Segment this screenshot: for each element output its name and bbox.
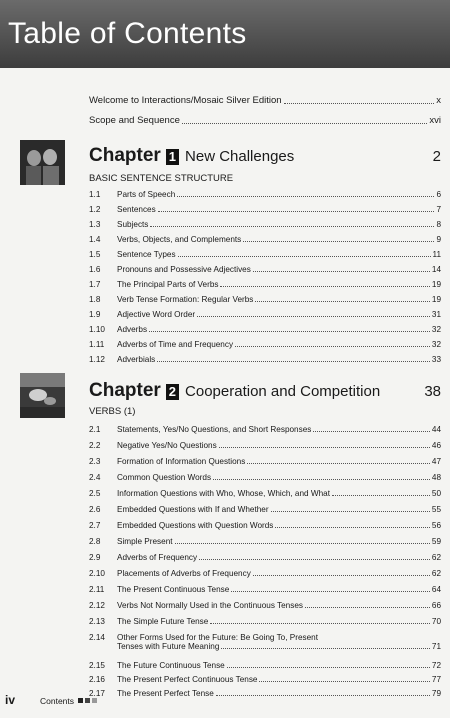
- entry-page: 59: [431, 537, 441, 546]
- leader-dots: [175, 543, 430, 544]
- entry-page: 6: [436, 190, 441, 199]
- entry-title: Adverbs of Frequency: [117, 553, 198, 562]
- entry-title: Verbs Not Normally Used in the Continuous Tenses: [117, 601, 303, 610]
- entry-number: 2.7: [89, 521, 101, 530]
- toc-entry: [89, 280, 441, 289]
- entry-page: 8: [436, 220, 441, 229]
- entry-page: 19: [431, 280, 441, 289]
- entry-title: Negative Yes/No Questions: [117, 441, 217, 450]
- entry-number: 2.5: [89, 489, 101, 498]
- footer-page-number: iv: [5, 693, 16, 707]
- entry-page: 47: [431, 457, 441, 466]
- entry-number: 2.16: [89, 675, 105, 684]
- chapter-1-heading: [89, 145, 441, 167]
- entry-title: Adverbs: [117, 325, 148, 334]
- toc-entry: [89, 553, 441, 562]
- toc-entry: [89, 295, 441, 304]
- leader-dots: [332, 495, 430, 496]
- entry-number: 2.6: [89, 505, 101, 514]
- toc-entry: [89, 441, 441, 450]
- leader-dots: [253, 271, 430, 272]
- leader-dots: [275, 527, 429, 528]
- entry-title: Embedded Questions with If and Whether: [117, 505, 269, 514]
- entry-number: 1.12: [89, 355, 105, 364]
- entry-title: Information Questions with Who, Whose, Which, and What: [117, 489, 330, 498]
- chapter-number-badge: 1: [166, 149, 179, 165]
- entry-title: Embedded Questions with Question Words: [117, 521, 274, 530]
- leader-dots: [220, 286, 429, 287]
- toc-entry: [89, 355, 441, 364]
- footer-square-icon: [92, 698, 97, 703]
- entry-number: 1.8: [89, 295, 101, 304]
- page-header-banner: [0, 0, 450, 68]
- entry-page: 62: [431, 553, 441, 562]
- entry-number: 2.14: [89, 633, 105, 642]
- entry-page: 71: [431, 642, 441, 651]
- entry-page: 79: [431, 689, 441, 698]
- leader-dots: [313, 431, 430, 432]
- toc-entry: [89, 250, 441, 259]
- toc-entry-title: Welcome to Interactions/Mosaic Silver Edition: [89, 95, 282, 106]
- leader-dots: [157, 361, 430, 362]
- leader-dots: [235, 346, 430, 347]
- leader-dots: [253, 575, 430, 576]
- entry-page: 7: [436, 205, 441, 214]
- toc-entry: [89, 425, 441, 434]
- entry-number: 1.1: [89, 190, 101, 199]
- entry-number: 2.17: [89, 689, 105, 698]
- toc-entry: [89, 585, 441, 594]
- leader-dots: [177, 196, 434, 197]
- entry-title: Parts of Speech: [117, 190, 176, 199]
- entry-title-line-2: Tenses with Future Meaning: [117, 642, 220, 651]
- entry-page: 44: [431, 425, 441, 434]
- toc-entry: [89, 537, 441, 546]
- entry-number: 2.11: [89, 585, 105, 594]
- footer-label: Contents: [40, 696, 75, 706]
- entry-page: 32: [431, 325, 441, 334]
- entry-page: 72: [431, 661, 441, 670]
- entry-title: Statements, Yes/No Questions, and Short Responses: [117, 425, 312, 434]
- leader-dots: [178, 256, 431, 257]
- entry-title: The Simple Future Tense: [117, 617, 209, 626]
- section-heading: VERBS (1): [89, 406, 136, 417]
- entry-number: 2.3: [89, 457, 101, 466]
- chapter-page: 38: [424, 383, 441, 400]
- leader-dots: [259, 681, 429, 682]
- entry-page: 33: [431, 355, 441, 364]
- entry-page: 55: [431, 505, 441, 514]
- entry-title: Pronouns and Possessive Adjectives: [117, 265, 251, 274]
- toc-entry-welcome: [89, 95, 441, 106]
- chapter-2-heading: [89, 380, 441, 402]
- chapter-title: Cooperation and Competition: [185, 383, 381, 400]
- entry-page: 62: [431, 569, 441, 578]
- footer-square-icon: [78, 698, 83, 703]
- entry-title: Verb Tense Formation: Regular Verbs: [117, 295, 254, 304]
- entry-page: 19: [431, 295, 441, 304]
- leader-dots: [197, 316, 430, 317]
- toc-entry: [89, 661, 441, 670]
- toc-entry: [89, 675, 441, 684]
- leader-dots: [247, 463, 430, 464]
- toc-entry: [89, 310, 441, 319]
- leader-dots: [210, 623, 430, 624]
- chapter-number-badge: 2: [166, 384, 179, 400]
- toc-entry-scope: [89, 115, 441, 126]
- toc-entry: [89, 505, 441, 514]
- chapter-1-photo: [20, 140, 65, 185]
- entry-number: 2.9: [89, 553, 101, 562]
- leader-dots: [284, 103, 435, 104]
- toc-entry: [89, 489, 441, 498]
- entry-title: The Present Perfect Tense: [117, 689, 214, 698]
- entry-number: 2.4: [89, 473, 101, 482]
- entry-page: 70: [431, 617, 441, 626]
- footer-square-icon: [85, 698, 90, 703]
- chapter-word: Chapter: [89, 380, 161, 401]
- entry-page: 56: [431, 521, 441, 530]
- toc-entry: [89, 601, 441, 610]
- leader-dots: [199, 559, 430, 560]
- entry-number: 2.13: [89, 617, 105, 626]
- toc-entry: [89, 220, 441, 229]
- toc-entry: [89, 235, 441, 244]
- leader-dots: [216, 695, 430, 696]
- section-heading: BASIC SENTENCE STRUCTURE: [89, 173, 234, 184]
- entry-title: The Future Continuous Tense: [117, 661, 225, 670]
- toc-entry: [89, 473, 441, 482]
- leader-dots: [227, 667, 430, 668]
- entry-title: Placements of Adverbs of Frequency: [117, 569, 251, 578]
- entry-number: 1.11: [89, 340, 105, 349]
- toc-entry: [89, 569, 441, 578]
- toc-entry: [89, 205, 441, 214]
- entry-number: 2.2: [89, 441, 101, 450]
- entry-number: 1.2: [89, 205, 101, 214]
- leader-dots: [219, 447, 430, 448]
- entry-page: 48: [431, 473, 441, 482]
- entry-page: 11: [432, 250, 441, 259]
- toc-entry: [89, 617, 441, 626]
- entry-page: 31: [431, 310, 441, 319]
- entry-number: 1.9: [89, 310, 101, 319]
- entry-page: 77: [431, 675, 441, 684]
- entry-number: 2.10: [89, 569, 105, 578]
- entry-page: 9: [436, 235, 441, 244]
- toc-entry-two-line: [89, 633, 441, 651]
- leader-dots: [243, 241, 434, 242]
- entry-title: Simple Present: [117, 537, 173, 546]
- chapter-title: New Challenges: [185, 148, 295, 165]
- entry-title: Adverbials: [117, 355, 156, 364]
- leader-dots: [213, 479, 430, 480]
- entry-number: 2.15: [89, 661, 105, 670]
- toc-entry-page: x: [436, 95, 441, 106]
- leader-dots: [221, 648, 429, 649]
- toc-entry: [89, 457, 441, 466]
- leader-dots: [150, 226, 434, 227]
- entry-number: 2.8: [89, 537, 101, 546]
- entry-title: Verbs, Objects, and Complements: [117, 235, 242, 244]
- entry-page: 50: [431, 489, 441, 498]
- entry-number: 1.10: [89, 325, 105, 334]
- entry-number: 1.7: [89, 280, 101, 289]
- entry-title: Formation of Information Questions: [117, 457, 246, 466]
- leader-dots: [182, 123, 428, 124]
- leader-dots: [255, 301, 430, 302]
- entry-title: Common Question Words: [117, 473, 212, 482]
- leader-dots: [271, 511, 430, 512]
- entry-number: 1.5: [89, 250, 101, 259]
- toc-entry: [89, 190, 441, 199]
- leader-dots: [231, 591, 430, 592]
- leader-dots: [305, 607, 430, 608]
- entry-title-line-1: Other Forms Used for the Future: Be Going To, Present: [117, 633, 318, 642]
- toc-entry-page: xvi: [429, 115, 441, 126]
- entry-number: 1.4: [89, 235, 101, 244]
- chapter-word: Chapter: [89, 145, 161, 166]
- toc-entry: [89, 689, 441, 698]
- entry-page: 14: [431, 265, 441, 274]
- chapter-page: 2: [432, 148, 441, 165]
- entry-title: The Present Continuous Tense: [117, 585, 230, 594]
- entry-title: Subjects: [117, 220, 149, 229]
- toc-entry: [89, 265, 441, 274]
- entry-number: 2.12: [89, 601, 105, 610]
- leader-dots: [158, 211, 435, 212]
- entry-page: 32: [431, 340, 441, 349]
- toc-entry: [89, 325, 441, 334]
- toc-entry-title: Scope and Sequence: [89, 115, 180, 126]
- entry-title: Sentence Types: [117, 250, 176, 259]
- toc-entry: [89, 521, 441, 530]
- entry-title: Adjective Word Order: [117, 310, 196, 319]
- entry-number: 1.3: [89, 220, 101, 229]
- entry-page: 66: [431, 601, 441, 610]
- entry-title: Sentences: [117, 205, 156, 214]
- entry-title: Adverbs of Time and Frequency: [117, 340, 234, 349]
- chapter-2-photo: [20, 373, 65, 418]
- toc-entry: [89, 340, 441, 349]
- entry-page: 46: [431, 441, 441, 450]
- entry-number: 2.1: [89, 425, 101, 434]
- entry-page: 64: [431, 585, 441, 594]
- entry-title: The Principal Parts of Verbs: [117, 280, 219, 289]
- entry-title: The Present Perfect Continuous Tense: [117, 675, 258, 684]
- page-title: Table of Contents: [8, 17, 247, 50]
- entry-number: 1.6: [89, 265, 101, 274]
- leader-dots: [149, 331, 430, 332]
